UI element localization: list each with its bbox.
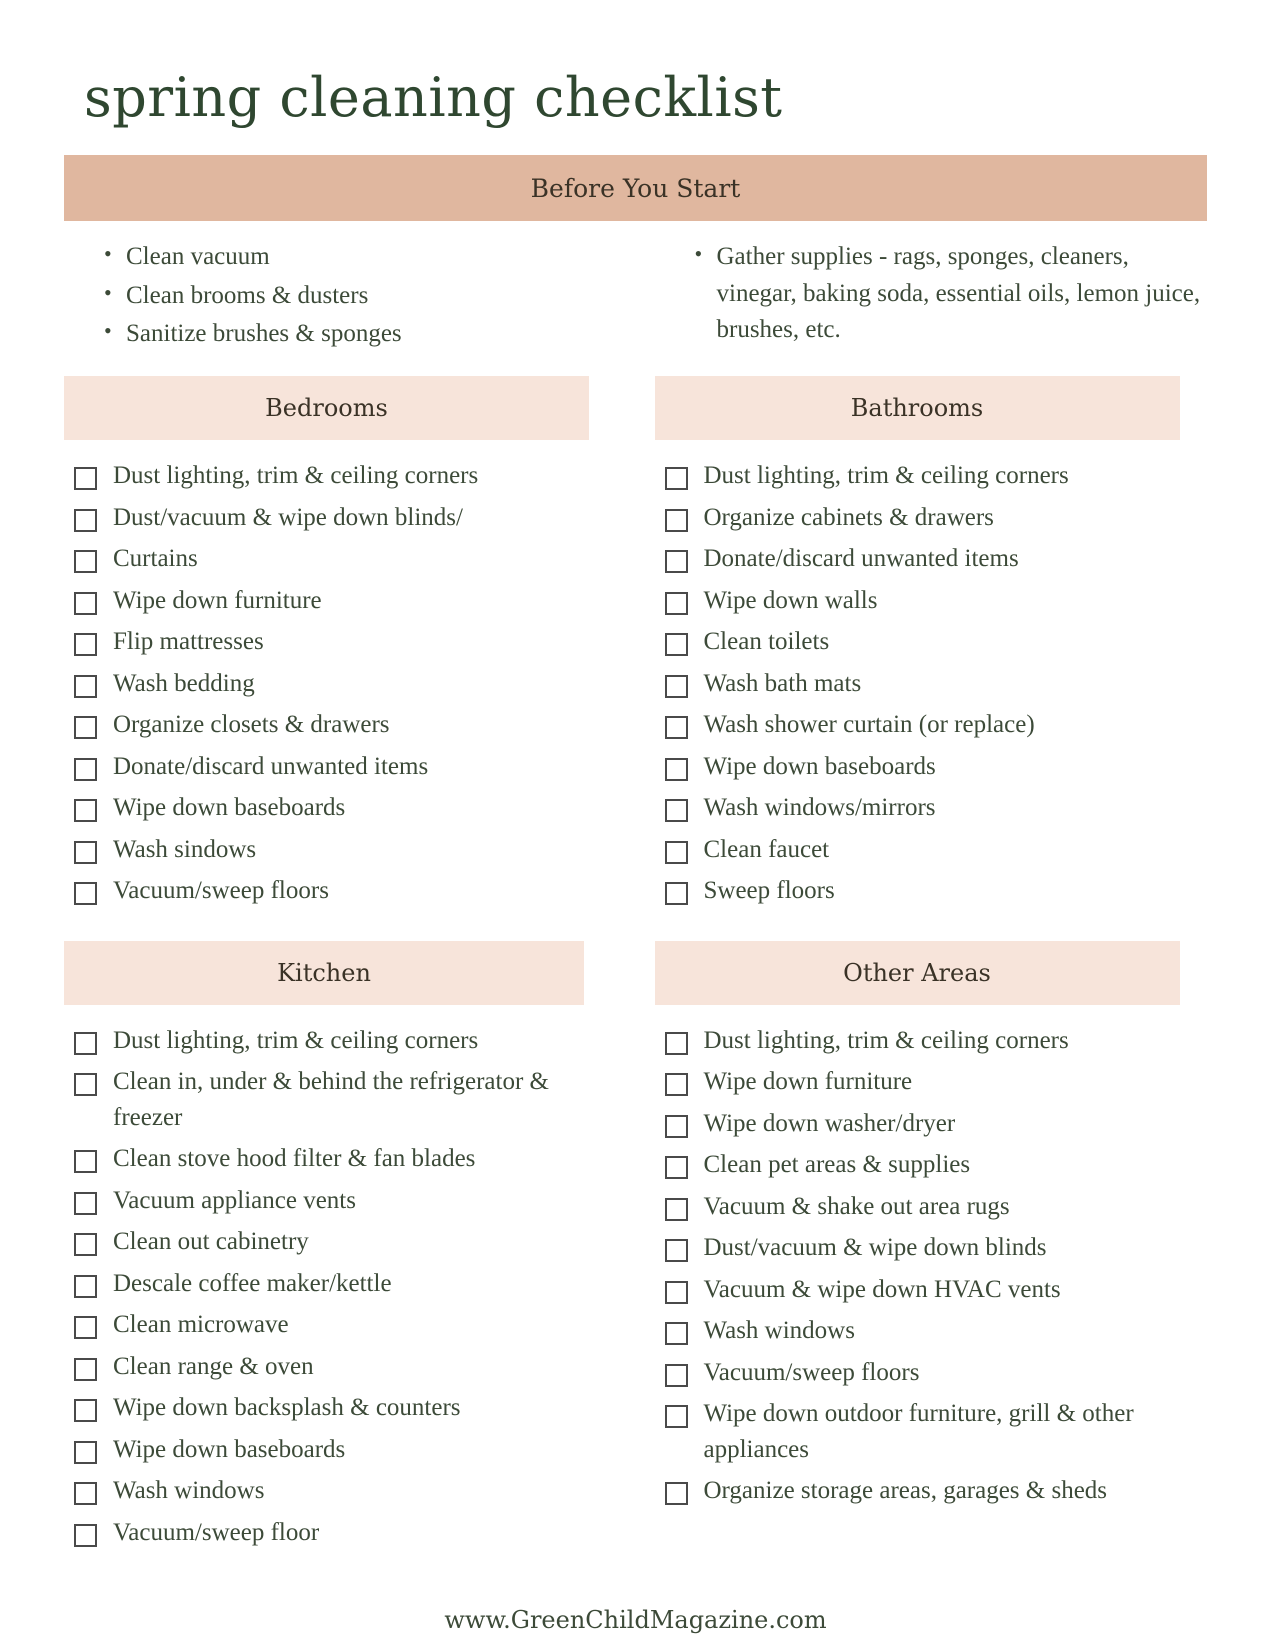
bedrooms-checklist bbox=[64, 458, 617, 909]
other-areas-label: Other Areas bbox=[843, 958, 991, 987]
bathrooms-label: Bathrooms bbox=[850, 394, 984, 423]
checklist-row[interactable] bbox=[665, 1230, 1208, 1266]
checkbox[interactable] bbox=[74, 1192, 97, 1215]
checklist-row[interactable] bbox=[74, 1307, 617, 1343]
checklist-row[interactable] bbox=[665, 790, 1208, 826]
checklist-row[interactable] bbox=[665, 873, 1208, 909]
checklist-item-label: Wash bath mats bbox=[703, 669, 862, 697]
checklist-item-label: Wipe down backsplash & counters bbox=[113, 1394, 461, 1422]
checklist-row[interactable] bbox=[74, 1390, 617, 1426]
checklist-row[interactable] bbox=[74, 1141, 617, 1177]
checkbox[interactable] bbox=[665, 1198, 688, 1221]
checklist-item-label: Descale coffee maker/kettle bbox=[113, 1269, 392, 1297]
checkbox[interactable] bbox=[665, 1281, 688, 1304]
checkbox[interactable] bbox=[74, 509, 97, 532]
list-item bbox=[104, 278, 617, 314]
checklist-row[interactable] bbox=[665, 707, 1208, 743]
kitchen-header bbox=[64, 941, 584, 1005]
checklist-item-label: Clean toilets bbox=[703, 628, 830, 656]
checklist-row[interactable] bbox=[665, 1106, 1208, 1142]
checklist-item-label: Dust/vacuum & wipe down blinds/ bbox=[113, 503, 463, 531]
checklist-row[interactable] bbox=[74, 1023, 617, 1059]
other-areas-header bbox=[655, 941, 1180, 1005]
checklist-row[interactable] bbox=[665, 749, 1208, 785]
bedrooms-header bbox=[64, 376, 589, 440]
bullet-text: Clean brooms & dusters bbox=[126, 281, 369, 309]
checklist-row[interactable] bbox=[665, 1023, 1208, 1059]
checkbox[interactable] bbox=[74, 882, 97, 905]
checkbox[interactable] bbox=[665, 716, 688, 739]
checkbox[interactable] bbox=[665, 550, 688, 573]
checklist-item-label: Wipe down baseboards bbox=[113, 1435, 346, 1463]
checklist-row[interactable] bbox=[665, 1064, 1208, 1100]
checkbox[interactable] bbox=[665, 758, 688, 781]
bathrooms-header bbox=[655, 376, 1180, 440]
checkbox[interactable] bbox=[74, 1441, 97, 1464]
checkbox[interactable] bbox=[665, 1239, 688, 1262]
before-you-start-header bbox=[64, 155, 1207, 221]
checkbox[interactable] bbox=[74, 799, 97, 822]
checklist-row[interactable] bbox=[665, 1147, 1208, 1183]
bedrooms-label: Bedrooms bbox=[265, 394, 388, 423]
checkbox[interactable] bbox=[665, 675, 688, 698]
checkbox[interactable] bbox=[74, 592, 97, 615]
checkbox[interactable] bbox=[665, 841, 688, 864]
section-kitchen bbox=[64, 919, 617, 1557]
before-left-column bbox=[64, 239, 617, 354]
checklist-item-label: Clean pet areas & supplies bbox=[703, 1151, 971, 1179]
checklist-item-label: Donate/discard unwanted items bbox=[113, 752, 429, 780]
checkbox[interactable] bbox=[665, 1115, 688, 1138]
checklist-item-label: Wash windows/mirrors bbox=[703, 794, 936, 822]
checkbox[interactable] bbox=[74, 1150, 97, 1173]
checkbox[interactable] bbox=[74, 841, 97, 864]
checkbox[interactable] bbox=[74, 1316, 97, 1339]
checklist-item-label: Vacuum & shake out area rugs bbox=[703, 1192, 1010, 1220]
checklist-row[interactable] bbox=[74, 666, 617, 702]
checklist-row[interactable] bbox=[665, 832, 1208, 868]
checklist-row[interactable] bbox=[74, 541, 617, 577]
checklist-item-label: Vacuum/sweep floor bbox=[113, 1518, 320, 1546]
checkbox[interactable] bbox=[665, 1073, 688, 1096]
checkbox[interactable] bbox=[74, 633, 97, 656]
kitchen-label: Kitchen bbox=[277, 958, 371, 987]
checkbox[interactable] bbox=[74, 1073, 97, 1096]
section-other-areas bbox=[655, 919, 1208, 1557]
list-item bbox=[104, 239, 617, 275]
before-right-list bbox=[655, 239, 1208, 348]
checklist-row[interactable] bbox=[74, 1183, 617, 1219]
page-title: spring cleaning checklist bbox=[84, 66, 783, 129]
checklist-item-label: Wash sindows bbox=[113, 835, 257, 863]
section-bedrooms bbox=[64, 354, 617, 915]
checklist-row[interactable] bbox=[665, 458, 1208, 494]
checklist-item-label: Dust lighting, trim & ceiling corners bbox=[113, 462, 479, 490]
checklist-row[interactable] bbox=[74, 1266, 617, 1302]
checkbox[interactable] bbox=[665, 1405, 688, 1428]
checkbox[interactable] bbox=[665, 467, 688, 490]
lower-sections bbox=[64, 919, 1207, 1557]
checklist-item-label: Vacuum & wipe down HVAC vents bbox=[703, 1275, 1061, 1303]
checklist-row[interactable] bbox=[74, 749, 617, 785]
checklist-item-label: Sweep floors bbox=[703, 877, 835, 905]
checklist-item-label: Organize closets & drawers bbox=[113, 711, 390, 739]
checkbox[interactable] bbox=[74, 716, 97, 739]
checklist-row[interactable] bbox=[665, 1189, 1208, 1225]
checklist-item-label: Curtains bbox=[113, 545, 198, 573]
checklist-item-label: Vacuum appliance vents bbox=[113, 1186, 356, 1214]
checklist-item-label: Wash shower curtain (or replace) bbox=[703, 711, 1035, 739]
section-bathrooms bbox=[655, 354, 1208, 915]
checklist-row[interactable] bbox=[665, 1313, 1208, 1349]
bullet-text: Clean vacuum bbox=[126, 243, 270, 271]
checkbox[interactable] bbox=[74, 550, 97, 573]
checklist-item-label: Vacuum/sweep floors bbox=[703, 1358, 920, 1386]
checklist-row[interactable] bbox=[74, 458, 617, 494]
checklist-row[interactable] bbox=[665, 1272, 1208, 1308]
checklist-item-label: Organize cabinets & drawers bbox=[703, 503, 994, 531]
checklist-item-label: Wipe down washer/dryer bbox=[703, 1109, 956, 1137]
bullet-text: Gather supplies - rags, sponges, cleaners, vinegar, baking soda, essential oils, lemon juice, brushes, etc. bbox=[716, 243, 1201, 343]
before-you-start-label: Before You Start bbox=[530, 173, 741, 203]
checklist-row[interactable] bbox=[74, 1473, 617, 1509]
checkbox[interactable] bbox=[665, 1482, 688, 1505]
checkbox[interactable] bbox=[665, 633, 688, 656]
checkbox[interactable] bbox=[665, 509, 688, 532]
checklist-item-label: Wipe down baseboards bbox=[703, 752, 936, 780]
checklist-row[interactable] bbox=[665, 666, 1208, 702]
bullet-text: Sanitize brushes & sponges bbox=[126, 319, 402, 347]
checklist-row[interactable] bbox=[74, 832, 617, 868]
footer-url[interactable]: www.GreenChildMagazine.com bbox=[444, 1606, 827, 1634]
checkbox[interactable] bbox=[74, 1358, 97, 1381]
checklist-row[interactable] bbox=[665, 500, 1208, 536]
upper-sections bbox=[64, 354, 1207, 915]
list-item bbox=[104, 316, 617, 352]
checklist-item-label: Wash windows bbox=[703, 1317, 855, 1345]
before-you-start-lists bbox=[64, 239, 1207, 354]
checklist-row[interactable] bbox=[74, 790, 617, 826]
checkbox[interactable] bbox=[74, 1524, 97, 1547]
checkbox[interactable] bbox=[665, 592, 688, 615]
checklist-row[interactable] bbox=[665, 1355, 1208, 1391]
checklist-row[interactable] bbox=[665, 1473, 1208, 1509]
checklist-item-label: Dust/vacuum & wipe down blinds bbox=[703, 1234, 1047, 1262]
checklist-row[interactable] bbox=[74, 500, 617, 536]
checklist-item-label: Dust lighting, trim & ceiling corners bbox=[703, 462, 1069, 490]
checklist-row[interactable] bbox=[74, 1432, 617, 1468]
checklist-item-label: Wipe down walls bbox=[703, 586, 878, 614]
checklist-row[interactable] bbox=[74, 1064, 617, 1135]
checklist-item-label: Wipe down baseboards bbox=[113, 794, 346, 822]
checklist-item-label: Clean out cabinetry bbox=[113, 1228, 309, 1256]
checklist-item-label: Dust lighting, trim & ceiling corners bbox=[703, 1026, 1069, 1054]
checklist-item-label: Wash windows bbox=[113, 1477, 265, 1505]
checklist-item-label: Wipe down furniture bbox=[703, 1068, 913, 1096]
checklist-row[interactable] bbox=[665, 583, 1208, 619]
checkbox[interactable] bbox=[74, 1032, 97, 1055]
checklist-row[interactable] bbox=[665, 624, 1208, 660]
checklist-item-label: Wash bedding bbox=[113, 669, 255, 697]
checklist-item-label: Clean stove hood filter & fan blades bbox=[113, 1145, 476, 1173]
checkbox[interactable] bbox=[74, 758, 97, 781]
checklist-row[interactable] bbox=[74, 707, 617, 743]
checkbox[interactable] bbox=[74, 1399, 97, 1422]
checkbox[interactable] bbox=[665, 882, 688, 905]
checklist-item-label: Organize storage areas, garages & sheds bbox=[703, 1477, 1108, 1505]
checklist-row[interactable] bbox=[665, 1396, 1208, 1467]
checklist-item-label: Vacuum/sweep floors bbox=[113, 877, 329, 905]
checklist-item-label: Flip mattresses bbox=[113, 628, 264, 656]
checkbox[interactable] bbox=[74, 467, 97, 490]
checklist-row[interactable] bbox=[74, 1349, 617, 1385]
checkbox[interactable] bbox=[74, 675, 97, 698]
before-left-list bbox=[64, 239, 617, 352]
checklist-item-label: Clean in, under & behind the refrigerator & freezer bbox=[113, 1068, 549, 1131]
list-item bbox=[695, 239, 1208, 348]
checklist-row[interactable] bbox=[74, 583, 617, 619]
checkbox[interactable] bbox=[74, 1275, 97, 1298]
checklist-item-label: Wipe down furniture bbox=[113, 586, 322, 614]
checkbox[interactable] bbox=[665, 1322, 688, 1345]
other-areas-checklist bbox=[655, 1023, 1208, 1509]
checkbox[interactable] bbox=[665, 1364, 688, 1387]
checklist-item-label: Clean microwave bbox=[113, 1311, 289, 1339]
checkbox[interactable] bbox=[665, 799, 688, 822]
checklist-item-label: Clean range & oven bbox=[113, 1352, 314, 1380]
checkbox[interactable] bbox=[74, 1482, 97, 1505]
checkbox[interactable] bbox=[665, 1156, 688, 1179]
checklist-row[interactable] bbox=[74, 1224, 617, 1260]
checklist-item-label: Wipe down outdoor furniture, grill & other appliances bbox=[703, 1400, 1134, 1463]
checkbox[interactable] bbox=[665, 1032, 688, 1055]
checklist-item-label: Donate/discard unwanted items bbox=[703, 545, 1019, 573]
checklist-row[interactable] bbox=[665, 541, 1208, 577]
before-right-column bbox=[655, 239, 1208, 354]
checklist-row[interactable] bbox=[74, 873, 617, 909]
checklist-row[interactable] bbox=[74, 1515, 617, 1551]
checklist-item-label: Clean faucet bbox=[703, 835, 830, 863]
checkbox[interactable] bbox=[74, 1233, 97, 1256]
bathrooms-checklist bbox=[655, 458, 1208, 909]
kitchen-checklist bbox=[64, 1023, 617, 1551]
checklist-row[interactable] bbox=[74, 624, 617, 660]
checklist-item-label: Dust lighting, trim & ceiling corners bbox=[113, 1026, 479, 1054]
